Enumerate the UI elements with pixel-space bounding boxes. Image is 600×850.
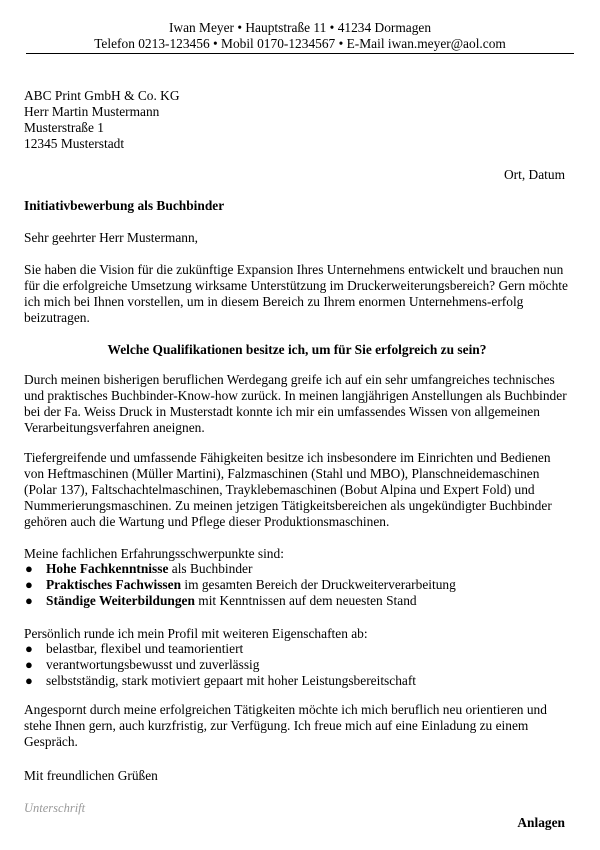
list-item — [24, 673, 570, 689]
place-date: Ort, Datum — [504, 167, 565, 182]
traits-intro: Persönlich runde ich mein Profil mit weiteren Eigenschaften ab: — [24, 626, 368, 641]
closing-formula: Mit freundlichen Grüßen — [24, 768, 158, 783]
bullet-icon: ● — [25, 577, 33, 592]
list-item — [24, 577, 570, 593]
letterhead-contact: Telefon 0213-123456 • Mobil 0170-1234567 • E-Mail iwan.meyer@aol.com — [94, 36, 506, 51]
salutation: Sehr geehrter Herr Mustermann, — [24, 230, 199, 245]
qualifications-heading: Welche Qualifikationen besitze ich, um für Sie erfolgreich zu sein? — [107, 342, 487, 357]
experience-paragraph: Durch meinen bisherigen beruflichen Werdegang greife ich auf ein sehr umfangreiches technisches und praktisches Buchbinder-Know-how zurück. In meinen langjährigen Anstellungen als Buchbinder bei der Fa. Weiss Druck in Musterstadt konnte ich mir ein umfassendes Wissen von allgemeinen Verarbeitungsverfahren aneignen. — [24, 372, 567, 435]
focus-item-bold: Ständige Weiterbildungen — [46, 593, 195, 608]
bullet-icon: ● — [25, 561, 33, 576]
bullet-icon: ● — [25, 673, 33, 688]
list-item — [24, 641, 570, 657]
bullet-icon: ● — [25, 641, 33, 656]
trait-text: belastbar, flexibel und teamorientiert — [46, 641, 244, 656]
list-item — [24, 657, 570, 673]
focus-item-text: mit Kenntnissen auf dem neuesten Stand — [194, 593, 417, 608]
closing-paragraph: Angespornt durch meine erfolgreichen Tätigkeiten möchte ich mich beruflich neu orientieren und stehe Ihnen gern, auch kurzfristig, zur Verfügung. Ich freue mich auf eine Einladung zu einem Gespräch. — [24, 702, 547, 749]
list-item — [24, 561, 570, 577]
recipient-address — [24, 88, 570, 152]
recipient-street: Musterstraße 1 — [24, 120, 104, 135]
letterhead-divider — [26, 53, 574, 54]
subject-line: Initiativbewerbung als Buchbinder — [24, 198, 225, 213]
traits-list — [24, 641, 570, 689]
focus-item-text: im gesamten Bereich der Druckweiterverarbeitung — [181, 577, 456, 592]
trait-text: selbstständig, stark motiviert gepaart mit hoher Leistungsbereitschaft — [46, 673, 417, 688]
focus-item-bold: Praktisches Fachwissen — [46, 577, 182, 592]
letterhead-address: Iwan Meyer • Hauptstraße 11 • 41234 Dormagen — [168, 20, 432, 35]
list-item — [24, 593, 570, 609]
signature-placeholder: Unterschrift — [24, 801, 86, 815]
focus-item-bold: Hohe Fachkenntnisse — [46, 561, 169, 576]
bullet-icon: ● — [25, 657, 33, 672]
recipient-person: Herr Martin Mustermann — [24, 104, 160, 119]
bullet-icon: ● — [25, 593, 33, 608]
enclosures-label: Anlagen — [517, 815, 565, 830]
intro-paragraph: Sie haben die Vision für die zukünftige Expansion Ihres Unternehmens entwickelt und brauchen nun für die erfolgreiche Umsetzung wirksame Unterstützung im Druckerweiterungsbereich? Gern möchte ich mich bei Ihnen vorstellen, um in diesem Bereich zu Ihrem enormen Unternehmens-erfolg beizutragen. — [24, 262, 568, 325]
focus-item-text: als Buchbinder — [168, 561, 253, 576]
skills-paragraph: Tiefergreifende und umfassende Fähigkeiten besitze ich insbesondere im Einrichten und Bedienen von Heftmaschinen (Müller Martini), Falzmaschinen (Stahl und MBO), Planschneidemaschinen (Polar 137), Faltschachtelmaschinen, Trayklebemaschinen (Bobut Alpina und Expert Fold) und Nummerierungsmaschinen. Zu meinen jetzigen Tätigkeitsbereichen als ungekündigter Buchbinder gehören auch die Wartung und Pflege dieser Produktionsmaschinen. — [24, 450, 552, 529]
letterhead — [0, 20, 600, 52]
focus-list — [24, 561, 570, 609]
trait-text: verantwortungsbewusst und zuverlässig — [46, 657, 260, 672]
focus-intro: Meine fachlichen Erfahrungsschwerpunkte sind: — [24, 546, 284, 561]
recipient-company: ABC Print GmbH & Co. KG — [24, 88, 180, 103]
recipient-city: 12345 Musterstadt — [24, 136, 125, 151]
